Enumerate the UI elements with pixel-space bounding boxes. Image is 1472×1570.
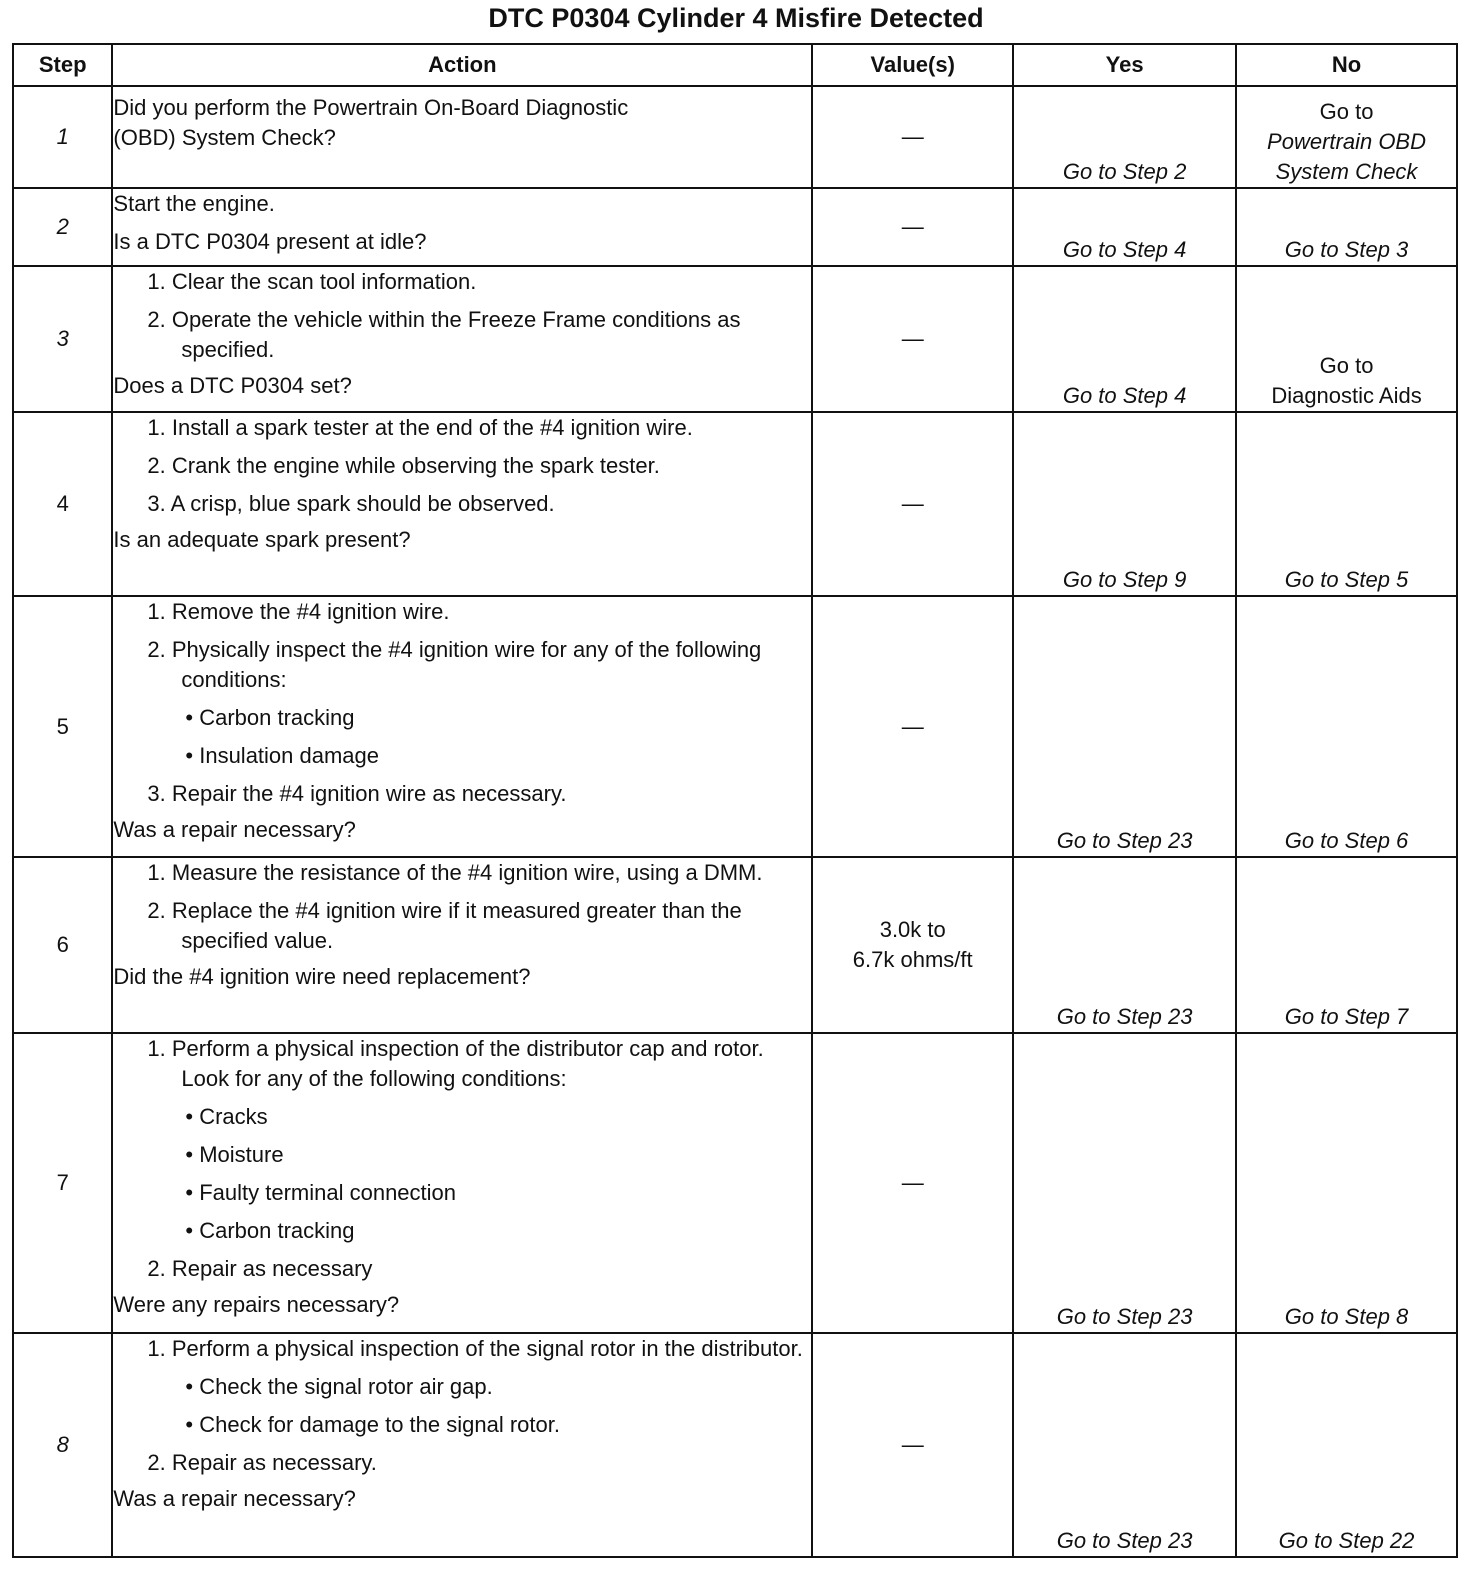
step-number: 8 xyxy=(13,1333,112,1557)
step-number: 1 xyxy=(13,86,112,188)
action-text: (OBD) System Check? xyxy=(113,125,336,150)
action-bullet-item: • Carbon tracking xyxy=(185,705,355,730)
action-step-item: 3. Repair the #4 ignition wire as necessary. xyxy=(147,781,567,806)
action-step-item: 2. Repair as necessary. xyxy=(147,1450,377,1475)
yes-cell: Go to Step 23 xyxy=(1013,1333,1236,1557)
table-row xyxy=(13,1033,1457,1333)
yes-cell: Go to Step 23 xyxy=(1013,1033,1236,1333)
no-cell xyxy=(1236,86,1457,188)
action-question: Were any repairs necessary? xyxy=(113,1292,400,1317)
action-step-item: 2. Replace the #4 ignition wire if it measured greater than the specified value. xyxy=(147,898,742,953)
table-row xyxy=(13,857,1457,1033)
no-text: Go to xyxy=(1319,353,1374,378)
no-text: Diagnostic Aids xyxy=(1271,383,1422,408)
no-link: Powertrain OBD xyxy=(1267,129,1426,154)
action-question: Does a DTC P0304 set? xyxy=(113,373,352,398)
action-cell xyxy=(112,188,812,266)
action-step-item: 3. A crisp, blue spark should be observed. xyxy=(147,491,555,516)
table-row xyxy=(13,86,1457,188)
action-text: Start the engine. xyxy=(113,191,275,216)
diagnostic-table xyxy=(12,43,1458,1558)
table-row xyxy=(13,1333,1457,1557)
no-link: System Check xyxy=(1275,159,1418,184)
action-bullet-item: • Carbon tracking xyxy=(185,1218,355,1243)
action-question: Did the #4 ignition wire need replacement? xyxy=(113,964,531,989)
action-step-item: 1. Measure the resistance of the #4 ignition wire, using a DMM. xyxy=(147,860,763,885)
action-step-item: 1. Install a spark tester at the end of the #4 ignition wire. xyxy=(147,415,693,440)
action-step-item: 1. Perform a physical inspection of the distributor cap and rotor. Look for any of the following conditions: xyxy=(147,1036,764,1091)
step-number: 5 xyxy=(13,596,112,857)
value-text: 3.0k to xyxy=(879,917,946,942)
action-cell xyxy=(112,1333,812,1557)
action-question: Was a repair necessary? xyxy=(113,1486,356,1511)
yes-cell: Go to Step 23 xyxy=(1013,596,1236,857)
action-bullet-item: • Check for damage to the signal rotor. xyxy=(185,1412,560,1437)
yes-cell: Go to Step 9 xyxy=(1013,412,1236,596)
action-cell xyxy=(112,857,812,1033)
value-cell: — xyxy=(812,1333,1013,1557)
action-bullet-item: • Cracks xyxy=(185,1104,268,1129)
action-step-item: 2. Operate the vehicle within the Freeze Frame conditions as specified. xyxy=(147,307,741,362)
no-cell xyxy=(1236,266,1457,412)
no-cell: Go to Step 22 xyxy=(1236,1333,1457,1557)
value-text: 6.7k ohms/ft xyxy=(852,947,973,972)
value-cell: — xyxy=(812,1033,1013,1333)
action-bullet-item: • Faulty terminal connection xyxy=(185,1180,457,1205)
value-cell: — xyxy=(812,86,1013,188)
action-question: Was a repair necessary? xyxy=(113,817,356,842)
no-cell: Go to Step 3 xyxy=(1236,188,1457,266)
page-title: DTC P0304 Cylinder 4 Misfire Detected xyxy=(488,3,984,33)
action-bullet-item: • Insulation damage xyxy=(185,743,380,768)
action-text: Did you perform the Powertrain On-Board Diagnostic xyxy=(113,95,629,120)
action-cell xyxy=(112,596,812,857)
action-step-item: 1. Perform a physical inspection of the signal rotor in the distributor. xyxy=(147,1336,803,1361)
value-cell: — xyxy=(812,596,1013,857)
header-row xyxy=(13,44,1457,86)
header-step: Step xyxy=(13,44,112,86)
header-values: Value(s) xyxy=(812,44,1013,86)
header-no: No xyxy=(1236,44,1457,86)
action-question: Is an adequate spark present? xyxy=(113,527,411,552)
step-number: 6 xyxy=(13,857,112,1033)
action-step-item: 2. Physically inspect the #4 ignition wire for any of the following conditions: xyxy=(147,637,762,692)
action-bullet-item: • Moisture xyxy=(185,1142,284,1167)
value-cell: — xyxy=(812,266,1013,412)
action-cell xyxy=(112,412,812,596)
table-row xyxy=(13,412,1457,596)
action-step-item: 1. Remove the #4 ignition wire. xyxy=(147,599,450,624)
table-row xyxy=(13,596,1457,857)
step-number: 4 xyxy=(13,412,112,596)
yes-cell: Go to Step 23 xyxy=(1013,857,1236,1033)
step-number: 7 xyxy=(13,1033,112,1333)
action-cell xyxy=(112,86,812,188)
yes-cell: Go to Step 4 xyxy=(1013,188,1236,266)
header-yes: Yes xyxy=(1013,44,1236,86)
action-step-item: 2. Repair as necessary xyxy=(147,1256,373,1281)
action-cell xyxy=(112,266,812,412)
yes-cell: Go to Step 4 xyxy=(1013,266,1236,412)
action-step-item: 2. Crank the engine while observing the spark tester. xyxy=(147,453,660,478)
no-cell: Go to Step 7 xyxy=(1236,857,1457,1033)
action-question: Is a DTC P0304 present at idle? xyxy=(113,229,427,254)
value-cell xyxy=(812,857,1013,1033)
table-row xyxy=(13,266,1457,412)
header-action: Action xyxy=(112,44,812,86)
value-cell: — xyxy=(812,412,1013,596)
table-row xyxy=(13,188,1457,266)
step-number: 3 xyxy=(13,266,112,412)
yes-cell: Go to Step 2 xyxy=(1013,86,1236,188)
action-bullet-item: • Check the signal rotor air gap. xyxy=(185,1374,493,1399)
no-text: Go to xyxy=(1319,99,1374,124)
action-step-item: 1. Clear the scan tool information. xyxy=(147,269,477,294)
no-cell: Go to Step 6 xyxy=(1236,596,1457,857)
no-cell: Go to Step 5 xyxy=(1236,412,1457,596)
no-cell: Go to Step 8 xyxy=(1236,1033,1457,1333)
action-cell xyxy=(112,1033,812,1333)
value-cell: — xyxy=(812,188,1013,266)
step-number: 2 xyxy=(13,188,112,266)
